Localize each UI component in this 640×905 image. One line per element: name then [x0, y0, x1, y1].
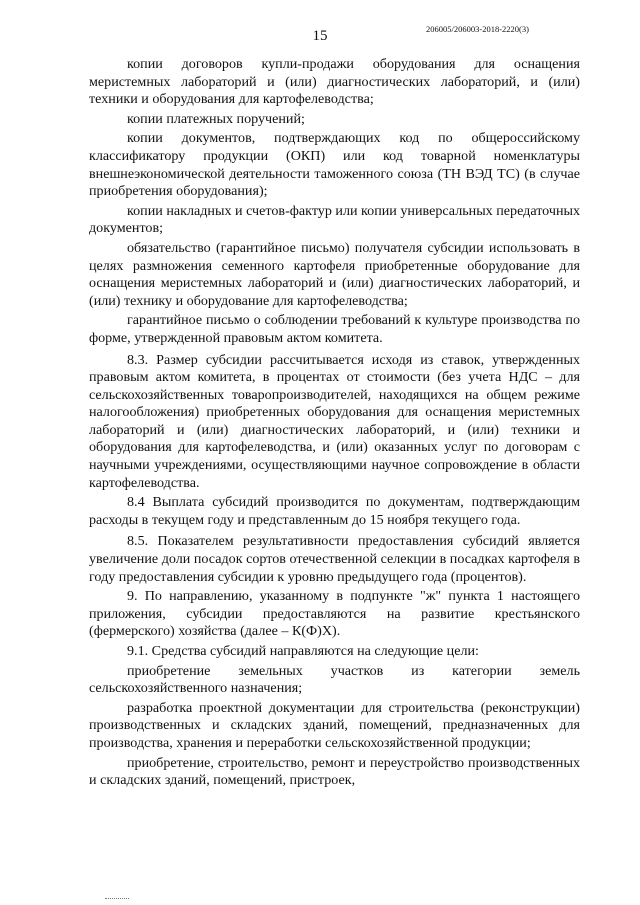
paragraph: копии платежных поручений; — [127, 110, 305, 127]
paragraph: копии накладных и счетов-фактур или копии универсальных передаточных документов; — [89, 202, 581, 237]
paragraph: приобретение земельных участков из категории земель сельскохозяйственного назначения; — [89, 662, 580, 697]
paragraph: копии документов, подтверждающих код по общероссийскому классификатору продукции (ОКП) или код товарной номенклатуры внешнеэкономической деятельности таможенного союза (ТН ВЭД ТС) (в случае приобретения оборудования); — [89, 130, 580, 200]
paragraph: приобретение, строительство, ремонт и переустройство производственных и складских зданий, помещений, пристроек, — [89, 754, 580, 789]
paragraph: 8.4 Выплата субсидий производится по документам, подтверждающим расходы в текущем году и представленным до 15 ноября текущего года. — [89, 494, 580, 528]
paragraph: 9. По направлению, указанному в подпункте "ж" пункта 1 настоящего приложения, субсидии предоставляются на развитие крестьянского (фермерского) хозяйства (далее – К(Ф)Х). — [89, 588, 580, 640]
document-body — [89, 56, 580, 792]
paragraph: копии договоров купли-продажи оборудования для оснащения меристемных лабораторий и (или) диагностических лабораторий, и (или) техники и оборудования для картофелеводства; — [89, 56, 580, 108]
document-code: 206005/206003-2018-2220(3) — [426, 24, 529, 34]
paragraph: 8.3. Размер субсидии рассчитывается исходя из ставок, утвержденных правовым актом комитета, в процентах от стоимости (без учета НДС – для сельскохозяйственных товаропроизводителей, находящихся на общем режиме налогообложения) приобретенных оборудования для оснащения меристемных лабораторий и (или) диагностических лабораторий, и (или) техники и оборудования для картофелеводства, и (или) оказанных услуг по договорам с научными учреждениями, осуществляющими научное сопровождение в области картофелеводства. — [89, 351, 580, 491]
paragraph: 9.1. Средства субсидий направляются на следующие цели: — [127, 643, 479, 659]
paragraph: 8.5. Показателем результативности предоставления субсидий является увеличение доли посадок сортов отечественной селекции в посадках картофеля в году предоставления субсидии к уровню предыдущего года (процентов). — [89, 533, 580, 585]
paragraph: гарантийное письмо о соблюдении требований к культуре производства по форме, утвержденной правовым актом комитета. — [89, 312, 580, 346]
page-number: 15 — [312, 28, 328, 44]
paragraph: обязательство (гарантийное письмо) получателя субсидии использовать в целях размножения семенного картофеля приобретенные оборудование для оснащения меристемных лабораторий и (или) диагностических лабораторий, и (или) технику и оборудование для картофелеводства; — [89, 239, 580, 309]
scan-edge-mark — [105, 898, 129, 901]
paragraph: разработка проектной документации для строительства (реконструкции) производственных и складских зданий, помещений, предназначенных для производства, хранения и переработки сельскохозяйственной продукции; — [89, 699, 580, 751]
